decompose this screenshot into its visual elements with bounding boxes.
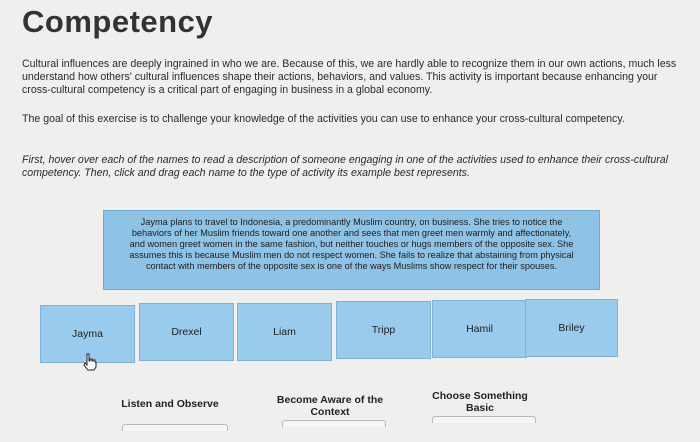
intro-paragraph: Cultural influences are deeply ingrained in who we are. Because of this, we are hardly able to recognize them in our own actions, much less understand how others' cultural influences shape their actions, behaviors, and values. This activity is important because enhancing your cross-cultural competency is a critical part of engaging in business in a global economy. — [22, 58, 677, 96]
name-tile-hamil[interactable]: Hamil — [432, 300, 527, 358]
name-tile-liam[interactable]: Liam — [237, 303, 332, 361]
name-tile-tripp[interactable]: Tripp — [336, 301, 431, 359]
category-become-aware-of-context: Become Aware of the Context — [276, 394, 384, 418]
name-tile-briley[interactable]: Briley — [525, 299, 618, 357]
drop-zone-listen-and-observe[interactable] — [122, 424, 228, 431]
name-tiles — [40, 299, 620, 361]
category-listen-and-observe: Listen and Observe — [121, 398, 219, 410]
description-tooltip: Jayma plans to travel to Indonesia, a predominantly Muslim country, on business. She tries to notice the behaviors of her Muslim friends toward one another and sees that men greet men warmly and affectionately, and women greet women in the same fashion, but neither touches or hugs members of the opposite sex. She assumes this is because Muslim men do not respect women. She fails to realize that abstaining from physical contact with members of the opposite sex is one of the ways Muslims show respect for their spouses. — [103, 210, 600, 290]
name-tile-jayma[interactable]: Jayma — [40, 305, 135, 363]
page-title: Competency — [22, 4, 214, 39]
drop-zone-become-aware-of-context[interactable] — [282, 420, 386, 427]
hand-cursor-icon — [82, 353, 98, 371]
drop-zone-choose-something-basic[interactable] — [432, 416, 536, 423]
category-choose-something-basic: Choose Something Basic — [432, 390, 528, 414]
instructions-paragraph: First, hover over each of the names to read a description of someone engaging in one of the activities used to enhance their cross-cultural competency. Then, click and drag each name to the type of activity its example best represents. — [22, 154, 668, 179]
goal-paragraph: The goal of this exercise is to challenge your knowledge of the activities you can use to enhance your cross-cultural competency. — [22, 113, 625, 125]
name-tile-drexel[interactable]: Drexel — [139, 303, 234, 361]
